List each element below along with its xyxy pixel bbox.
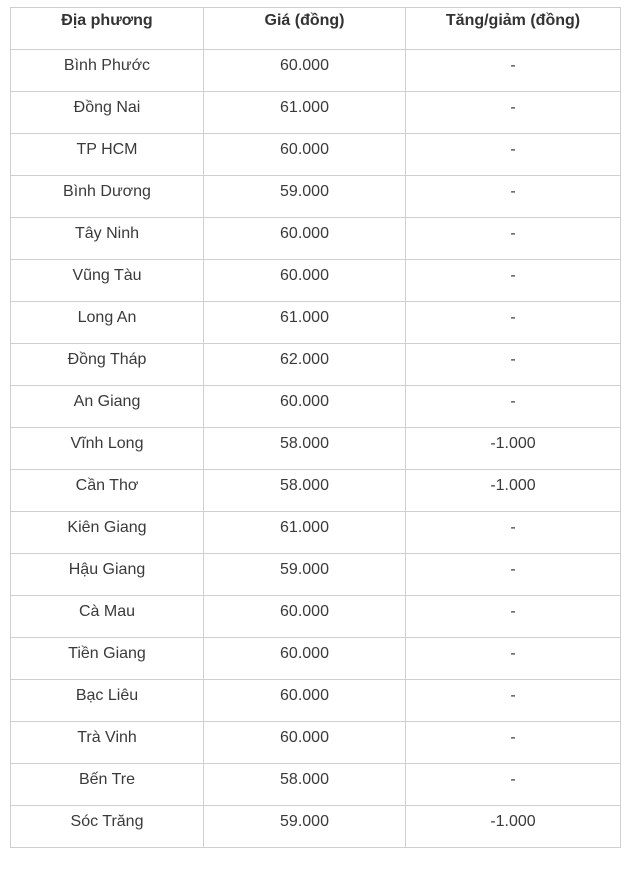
region-cell: Bến Tre — [11, 764, 204, 806]
change-cell: - — [406, 512, 621, 554]
price-cell: 60.000 — [204, 680, 406, 722]
region-cell: Bình Phước — [11, 50, 204, 92]
change-cell: - — [406, 218, 621, 260]
price-cell: 60.000 — [204, 596, 406, 638]
change-cell: - — [406, 596, 621, 638]
change-cell: -1.000 — [406, 470, 621, 512]
region-cell: Đồng Nai — [11, 92, 204, 134]
header-row — [11, 8, 621, 50]
region-cell: Bạc Liêu — [11, 680, 204, 722]
table-row — [11, 386, 621, 428]
price-cell: 61.000 — [204, 92, 406, 134]
table-row — [11, 260, 621, 302]
region-cell: Cà Mau — [11, 596, 204, 638]
price-cell: 60.000 — [204, 638, 406, 680]
change-cell: - — [406, 386, 621, 428]
table-row — [11, 680, 621, 722]
price-cell: 59.000 — [204, 554, 406, 596]
price-cell: 60.000 — [204, 134, 406, 176]
region-cell: Hậu Giang — [11, 554, 204, 596]
change-cell: - — [406, 638, 621, 680]
table-row — [11, 722, 621, 764]
change-cell: -1.000 — [406, 806, 621, 848]
table-row — [11, 134, 621, 176]
table-row — [11, 638, 621, 680]
region-cell: Bình Dương — [11, 176, 204, 218]
region-cell: Trà Vinh — [11, 722, 204, 764]
price-cell: 60.000 — [204, 50, 406, 92]
table-row — [11, 554, 621, 596]
header-price: Giá (đồng) — [204, 8, 406, 50]
change-cell: - — [406, 50, 621, 92]
change-cell: - — [406, 680, 621, 722]
change-cell: - — [406, 92, 621, 134]
region-cell: Vũng Tàu — [11, 260, 204, 302]
table-row — [11, 512, 621, 554]
table-header — [11, 8, 621, 50]
price-cell: 60.000 — [204, 722, 406, 764]
change-cell: - — [406, 260, 621, 302]
price-table-container — [10, 7, 621, 848]
change-cell: - — [406, 176, 621, 218]
change-cell: - — [406, 554, 621, 596]
table-row — [11, 176, 621, 218]
table-row — [11, 302, 621, 344]
change-cell: -1.000 — [406, 428, 621, 470]
table-row — [11, 764, 621, 806]
price-cell: 59.000 — [204, 806, 406, 848]
table-row — [11, 428, 621, 470]
price-cell: 61.000 — [204, 302, 406, 344]
table-row — [11, 470, 621, 512]
price-cell: 58.000 — [204, 428, 406, 470]
price-cell: 60.000 — [204, 218, 406, 260]
change-cell: - — [406, 764, 621, 806]
region-cell: Cần Thơ — [11, 470, 204, 512]
price-cell: 58.000 — [204, 764, 406, 806]
region-cell: Long An — [11, 302, 204, 344]
region-cell: Đồng Tháp — [11, 344, 204, 386]
change-cell: - — [406, 344, 621, 386]
region-cell: Sóc Trăng — [11, 806, 204, 848]
price-cell: 61.000 — [204, 512, 406, 554]
price-table — [10, 7, 621, 848]
table-row — [11, 92, 621, 134]
change-cell: - — [406, 302, 621, 344]
region-cell: TP HCM — [11, 134, 204, 176]
table-row — [11, 806, 621, 848]
region-cell: Tây Ninh — [11, 218, 204, 260]
region-cell: Vĩnh Long — [11, 428, 204, 470]
header-region: Địa phương — [11, 8, 204, 50]
region-cell: An Giang — [11, 386, 204, 428]
header-change: Tăng/giảm (đồng) — [406, 8, 621, 50]
price-cell: 62.000 — [204, 344, 406, 386]
table-row — [11, 218, 621, 260]
table-row — [11, 50, 621, 92]
price-cell: 59.000 — [204, 176, 406, 218]
price-cell: 60.000 — [204, 260, 406, 302]
table-row — [11, 344, 621, 386]
change-cell: - — [406, 134, 621, 176]
region-cell: Kiên Giang — [11, 512, 204, 554]
table-row — [11, 596, 621, 638]
region-cell: Tiền Giang — [11, 638, 204, 680]
change-cell: - — [406, 722, 621, 764]
table-body — [11, 50, 621, 848]
price-cell: 58.000 — [204, 470, 406, 512]
price-cell: 60.000 — [204, 386, 406, 428]
